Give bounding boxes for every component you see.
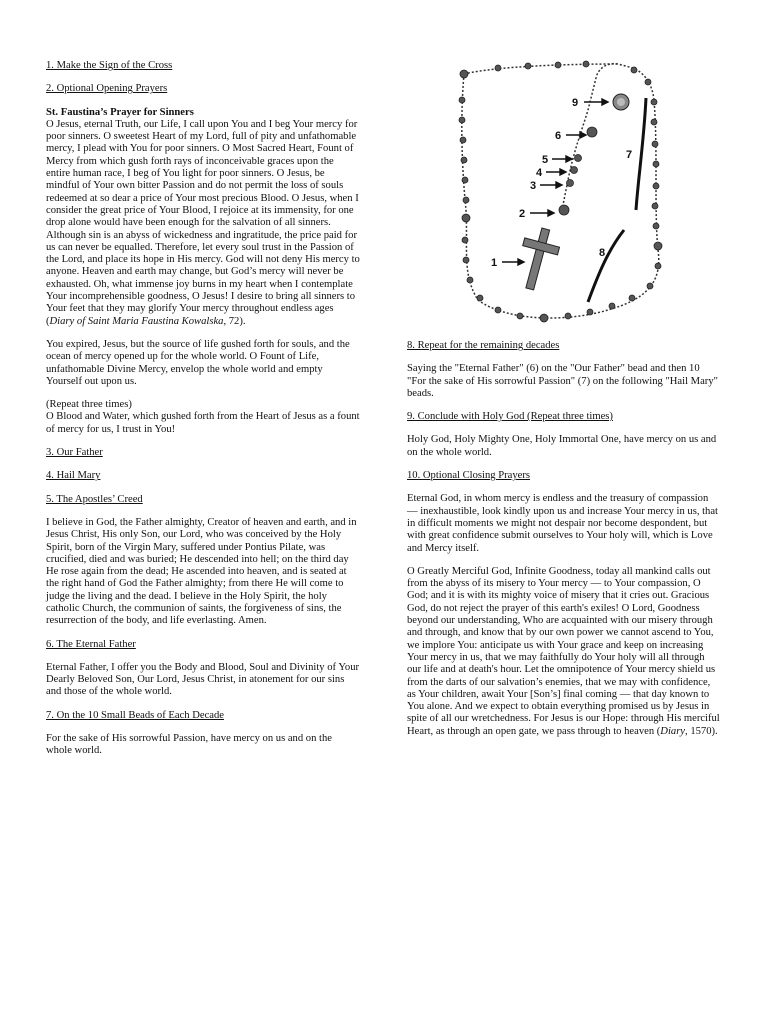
bead [459,97,465,103]
bead [567,180,574,187]
bead [653,183,659,189]
chain-top [464,64,618,74]
bead [467,277,473,283]
stroke-7 [636,98,646,210]
chaplet-svg [458,60,678,324]
heading-opening-prayers: 2. Optional Opening Prayers [46,83,168,95]
bead [540,314,548,322]
arrowhead [566,156,572,162]
bead [587,127,597,137]
repeat-label: (Repeat three times) [46,399,132,411]
arrows [502,99,608,265]
heading-hail-mary: 4. Hail Mary [46,470,101,482]
bead [565,313,571,319]
heading-eternal-father: 6. The Eternal Father [46,638,136,650]
repeat-decades-text: Saying the "Eternal Father" (6) on the "Our Father" bead and then 10 "For the sake of His sorrowful Passion" (7) on the following "Hail Mary" beads. [407,363,718,399]
holy-god-text: Holy God, Holy Mighty One, Holy Immortal One, have mercy on us and on the whole world. [407,434,717,458]
faustina-citation-end: , 72). [223,315,246,327]
arrowhead [548,210,554,216]
bead [555,62,561,68]
left-column [46,60,360,769]
label-7: 7 [626,149,633,161]
eternal-father-text: Eternal Father, I offer you the Body and Blood, Soul and Divinity of Your Dearly Beloved Son, Our Lord, Jesus Christ, in atonement for our sins and those of the whole world. [46,661,360,698]
bead [654,242,662,250]
closing-prayer-2-body: O Greatly Merciful God, Infinite Goodness, today all mankind calls out from the abyss of its misery to Your mercy — to Your compassion, O God; and it is with its mighty voice of misery that it cries out. Gracious God, do not reject the prayer of this earth's exiles! O Lord, Goodness beyond our understanding, Who are acquainted with our misery through and through, and know that by our own power we cannot ascend to You, we implore You: anticipate us with Your grace and keep on increasing Your mercy in us, that we may faithfully do Your holy will all through our life and at death's hour. Let the omnipotence of Your mercy shield us from the darts of our salvation’s enemies, that we may with confidence, as Your children, await Your [Son’s] final coming — that day known to You alone. And we expect to obtain everything promised us by Jesus in spite of all our wretchedness. For Jesus is our Hope: through His merciful Heart, as through an open gate, we pass through to heaven ( [407,565,720,737]
closing-citation-end: , 1570). [685,725,718,737]
faustina-citation: Diary of Saint Maria Faustina Kowalska [49,315,224,327]
label-8: 8 [599,247,606,259]
faustina-prayer-title: St. Faustina’s Prayer for Sinners [46,106,194,118]
expired-prayer-text: You expired, Jesus, but the source of life gushed forth for souls, and the ocean of mercy opened up for the whole world. O Fount of Life, unfathomable Divine Mercy, envelop the whole world and empty Yourself out upon us. [46,338,350,387]
bead [571,167,578,174]
bead [517,313,523,319]
closing-prayer-2 [407,566,721,738]
bead [645,79,651,85]
bead [575,155,582,162]
heading-holy-god: 9. Conclude with Holy God (Repeat three times) [407,411,613,423]
arrowhead [602,99,608,105]
bead [477,295,483,301]
heading-repeat-decades: 8. Repeat for the remaining decades [407,340,560,351]
bead [647,283,653,289]
bead [495,307,501,313]
bead [461,157,467,163]
bead [629,295,635,301]
bead [653,161,659,167]
bead [559,205,569,215]
bead [587,309,593,315]
arrowhead [560,169,566,175]
heading-small-beads: 7. On the 10 Small Beads of Each Decade [46,709,224,721]
bead [652,141,658,147]
heading-sign-of-cross: 1. Make the Sign of the Cross [46,60,173,71]
arrowhead [556,182,562,188]
bead [462,177,468,183]
beads [459,61,662,322]
heading-closing-prayers: 10. Optional Closing Prayers [407,470,530,482]
bead [525,63,531,69]
bead [463,197,469,203]
label-3: 3 [530,180,537,192]
bead [462,237,468,243]
crucifix [512,224,563,293]
bead [462,214,470,222]
bead [463,257,469,263]
bead [495,65,501,71]
right-column [407,340,721,749]
bead [583,61,589,67]
bead [655,263,661,269]
label-1: 1 [491,257,498,269]
arrowhead [518,259,524,265]
heading-apostles-creed: 5. The Apostles’ Creed [46,493,143,505]
faustina-prayer-text [46,119,360,328]
heading-our-father: 3. Our Father [46,447,103,459]
bead [460,137,466,143]
medal-inner [617,98,625,106]
closing-prayer-1: Eternal God, in whom mercy is endless and the treasury of compassion — inexhaustible, look kindly upon us and increase Your mercy in us, that in difficult moments we might not despair nor become despondent, but with great confidence submit ourselves to Your holy will, which is Love and Mercy itself. [407,493,718,554]
label-6: 6 [555,130,562,142]
bead [459,117,465,123]
creed-text: I believe in God, the Father almighty, Creator of heaven and earth, and in Jesus Christ, His only Son, our Lord, who was conceived by the Holy Spirit, born of the Virgin Mary, suffered under Pontius Pilate, was crucified, died and was buried; He descended into hell; on the third day He rose again from the dead; He ascended into heaven, and is seated at the right hand of God the Father almighty; from there He will come to judge the living and the dead. I believe in the Holy Spirit, the holy catholic Church, the communion of saints, the forgiveness of sins, the resurrection of the body, and life everlasting. Amen. [46,516,357,627]
bead [651,99,657,105]
chaplet-diagram [458,60,678,324]
bead [609,303,615,309]
label-2: 2 [519,208,526,220]
blood-water-text: O Blood and Water, which gushed forth from the Heart of Jesus as a fount of mercy for us, I trust in You! [46,411,360,435]
label-4: 4 [536,167,543,179]
arrowhead [580,132,586,138]
bead [651,119,657,125]
label-5: 5 [542,154,549,166]
bead [631,67,637,73]
bead [653,223,659,229]
closing-citation: Diary [660,725,686,737]
faustina-body: O Jesus, eternal Truth, our Life, I call upon You and I beg Your mercy for poor sinners. O sweetest Heart of my Lord, full of pity and unfathomable mercy, I plead with You for poor sinners. O Most Sacred Heart, Fount of Mercy from which gush forth rays of inconceivable graces upon the entire human race, I beg of You light for poor sinners. O Jesus, be mindful of Your own bitter Passion and do not permit the loss of souls redeemed at so dear a price of Your most precious Blood. O Jesus, when I consider the great price of Your Blood, I rejoice at its immensity, for one drop alone would have been enough for the salvation of all sinners. Although sin is an abyss of wickedness and ingratitude, the price paid for us can never be equalled. Therefore, let every soul trust in the Passion of the Lord, and place its hope in His mercy. God will not deny His mercy to anyone. Heaven and earth may change, but God’s mercy will never be exhausted. Oh, what immense joy burns in my heart when I contemplate Your incomprehensible goodness, O Jesus! I desire to bring all sinners to Your feet that they may glorify Your mercy throughout endless ages ( [46,118,360,327]
stroke-8 [588,230,624,302]
small-beads-text: For the sake of His sorrowful Passion, have mercy on us and on the whole world. [46,733,332,757]
bead [460,70,468,78]
bead [652,203,658,209]
label-9: 9 [572,97,579,109]
